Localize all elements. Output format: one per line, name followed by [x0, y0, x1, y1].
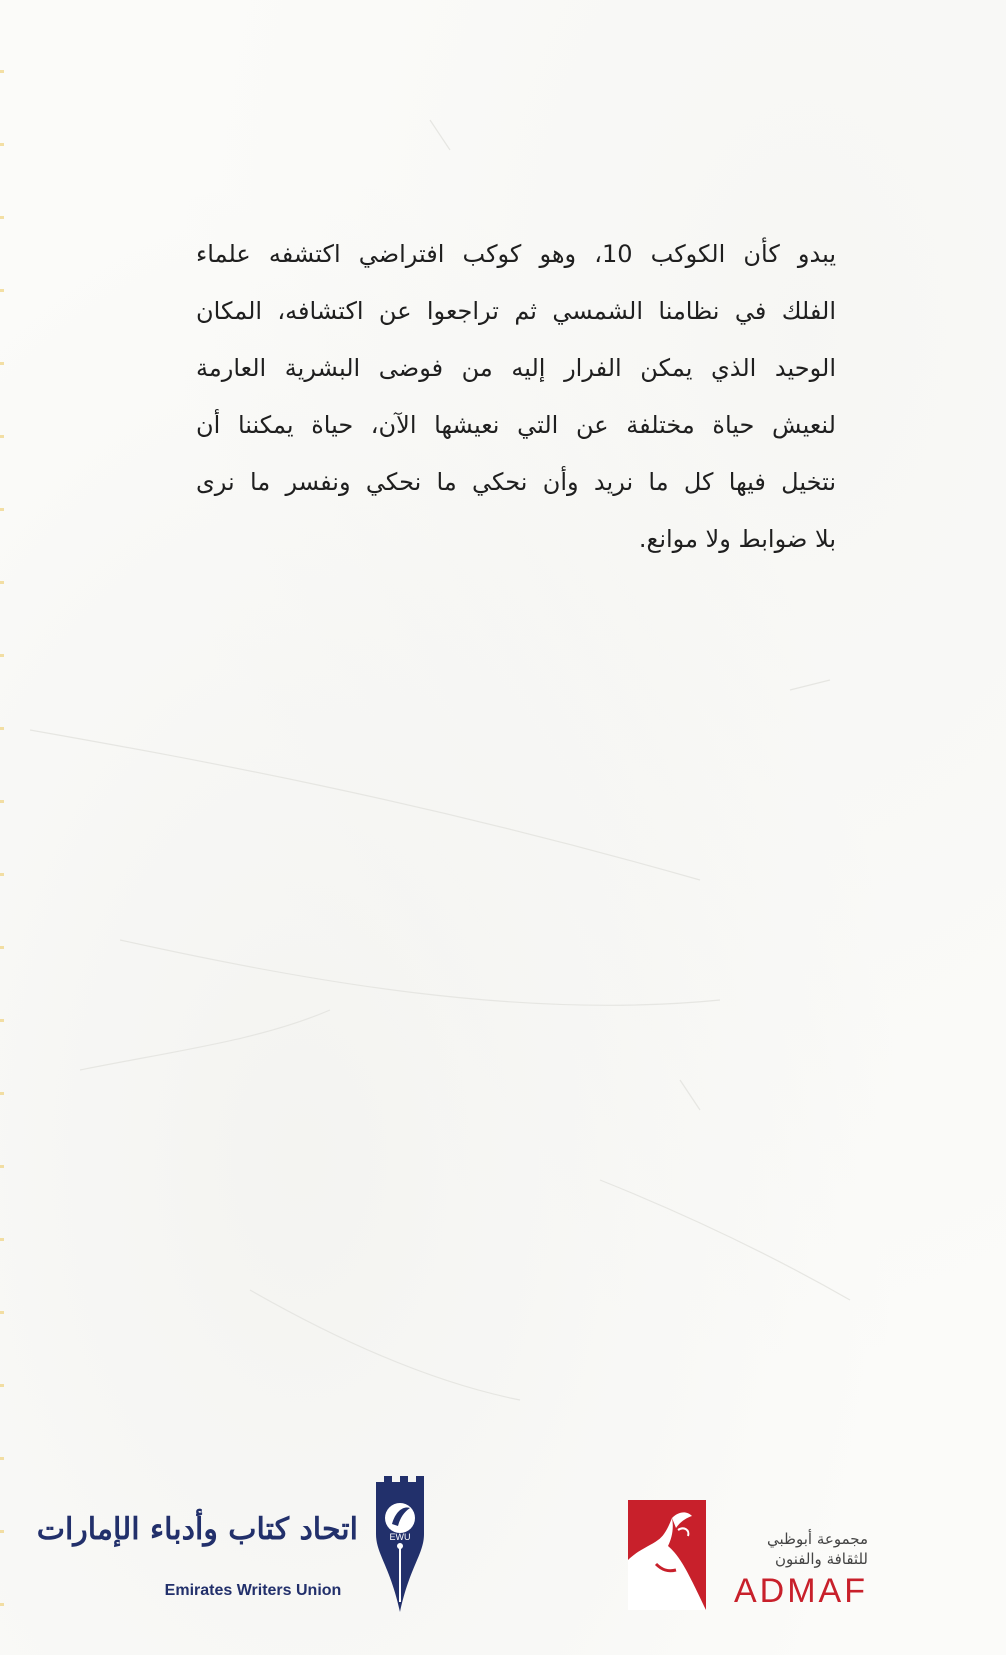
admaf-arabic-line-1: مجموعة أبوظبي — [767, 1530, 868, 1548]
blurb-line-5: نتخيل فيها كل ما نريد وأن نحكي ما نحكي ونفسر ما نرى — [196, 468, 836, 496]
blurb-line-2: الفلك في نظامنا الشمسي ثم تراجعوا عن اكتشافه، المكان — [196, 297, 836, 325]
blurb-line-3: الوحيد الذي يمكن الفرار إليه من فوضى البشرية العارمة — [196, 354, 836, 382]
ewu-english-name: Emirates Writers Union — [164, 1582, 342, 1599]
emirates-writers-union-logo — [36, 1474, 438, 1614]
admaf-logo — [628, 1500, 868, 1610]
admaf-english-name: ADMAF — [734, 1572, 868, 1610]
admaf-arabic-line-2: للثقافة والفنون — [774, 1550, 868, 1568]
admaf-gazelle-icon — [628, 1500, 706, 1610]
blurb-line-1: يبدو كأن الكوكب 10، وهو كوكب افتراضي اكتشفه علماء — [196, 240, 836, 268]
ewu-arabic-name: اتحاد كتاب وأدباء الإمارات — [36, 1512, 358, 1547]
back-cover-blurb — [196, 226, 836, 568]
ewu-pen-nib-icon — [370, 1474, 430, 1614]
blurb-line-4: لنعيش حياة مختلفة عن التي نعيشها الآن، حياة يمكننا أن — [196, 411, 836, 439]
ewu-emblem-text: EWU — [389, 1532, 411, 1542]
blurb-line-6: بلا ضوابط ولا موانع. — [638, 525, 836, 553]
page-edge-dots — [0, 0, 4, 1655]
